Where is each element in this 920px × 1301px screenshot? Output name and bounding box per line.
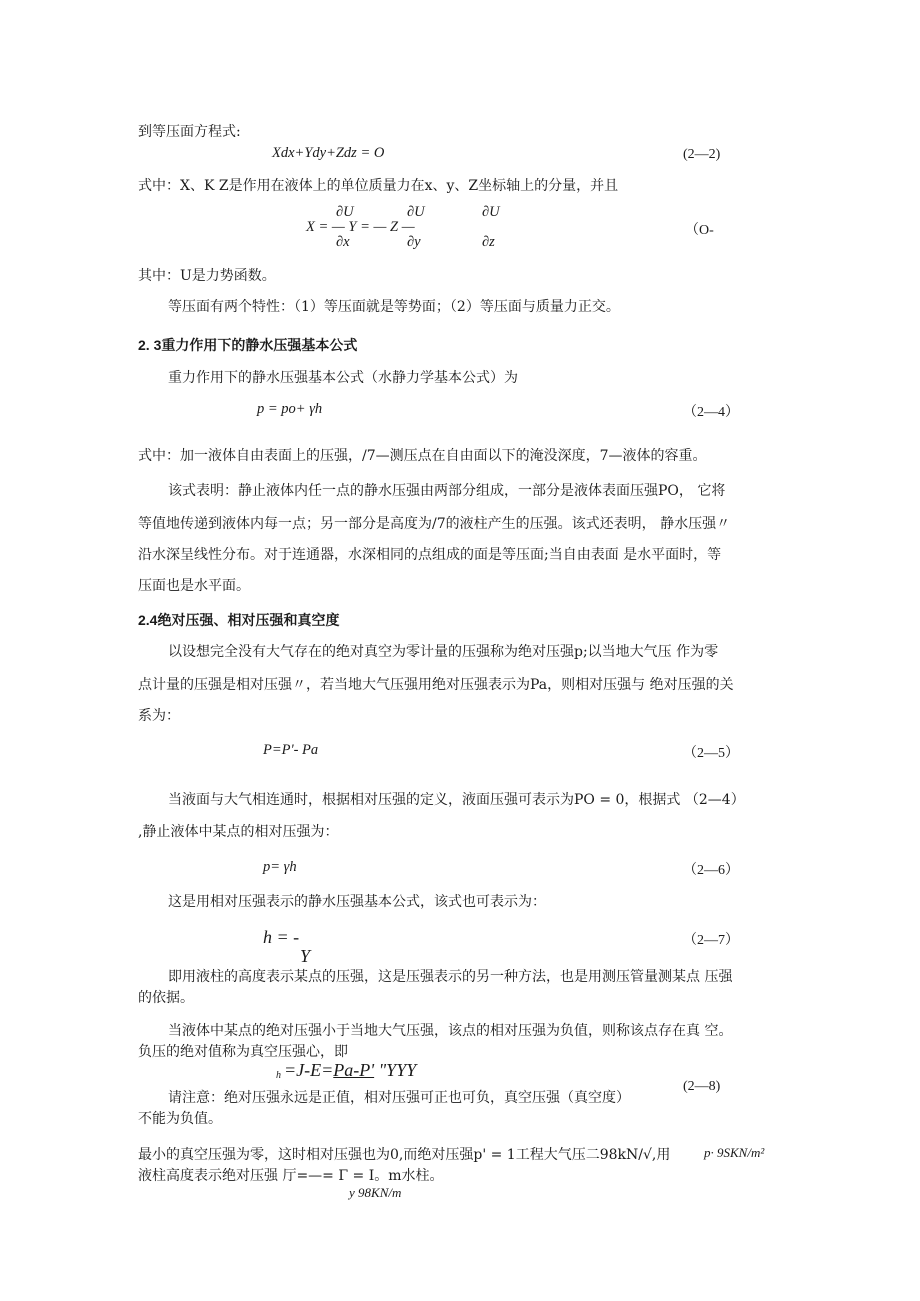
text-line: 该式表明：静止液体内任一点的静水压强由两部分组成，一部分是液体表面压强PO， 它将 [168,483,726,499]
text-line: 请注意：绝对压强永远是正值，相对压强可正也可负，真空压强（真空度） [168,1090,630,1106]
text-line: 不能为负值。 [138,1111,222,1127]
text-line: 式中：加一液体自由表面上的压强，/7—测压点在自由面以下的淹没深度，7—液体的容重。 [138,448,707,464]
equation-2-7-numerator: h = - [263,927,300,947]
equation-number: (2—8) [683,1079,721,1094]
partial-derivative-denominator: ∂x [336,234,350,250]
equation-number: （2—6） [683,863,739,878]
equation-2-2: Xdx+Ydy+Zdz = O [272,145,385,161]
equation-2-4: p = po+ γh [257,401,323,417]
equation-2-8: =J-E=Pa-P' "YYY [284,1060,417,1080]
text-line: 液柱高度表示绝对压强 厅=—= Γ = I。m水柱。 [138,1168,444,1184]
text-line: 点计量的压强是相对压强〃，若当地大气压强用绝对压强表示为Pa，则相对压强与 绝对压强的关 [138,677,734,693]
partial-derivative-denominator: ∂y [407,234,421,250]
text-line: 到等压面方程式: [138,124,241,140]
inline-formula: y 98KN/m [349,1185,402,1200]
text-line: 的依据。 [138,990,194,1006]
equation-2-3: X = — Y = — Z — [306,219,415,235]
text-line: 当液面与大气相连通时，根据相对压强的定义，液面压强可表示为PO = 0，根据式 （2—4） [168,792,745,808]
equation-number: （2—7） [683,933,739,948]
equation-2-6: p= γh [263,859,297,875]
text-line: 以设想完全没有大气存在的绝对真空为零计量的压强称为绝对压强p;以当地大气压 作为零 [168,644,719,660]
text-line: 当液体中某点的绝对压强小于当地大气压强，该点的相对压强为负值，则称该点存在真 空。 [168,1023,733,1039]
partial-derivative-numerator: ∂U [336,204,354,220]
section-heading: 2. 3重力作用下的静水压强基本公式 [138,337,358,353]
text-line: 沿水深呈线性分布。对于连通器，水深相同的点组成的面是等压面;当自由表面 是水平面时，等 [138,547,722,563]
inline-formula: p· 9SKN/m² [704,1145,765,1160]
text-line: 系为： [138,708,180,724]
partial-derivative-numerator: ∂U [407,204,425,220]
section-heading: 2.4绝对压强、相对压强和真空度 [138,612,340,628]
equation-2-5: P=P'- Pa [263,742,319,758]
equation-number: (2—2) [683,147,721,162]
text-line: 负压的绝对值称为真空压强心，即 [138,1044,348,1060]
text-line: 重力作用下的静水压强基本公式（水静力学基本公式）为 [168,370,518,386]
text-line: 其中：U是力势函数。 [138,268,276,284]
text-line: ,静止液体中某点的相对压强为： [138,824,339,840]
equation-number: （O- [685,223,714,238]
text-line: 即用液柱的高度表示某点的压强，这是压强表示的另一种方法，也是用测压管量测某点 压强 [168,969,733,985]
text-line: 式中：X、K Z是作用在液体上的单位质量力在x、y、Z坐标轴上的分量，并且 [138,178,619,194]
equation-2-7-denominator: Y [300,946,311,966]
partial-derivative-denominator: ∂z [482,234,495,250]
text-line: 最小的真空压强为零，这时相对压强也为0,而绝对压强p' = 1工程大气压二98kN/√,用 [138,1147,671,1163]
partial-derivative-numerator: ∂U [482,204,500,220]
equation-2-8-subscript: h [276,1070,281,1081]
text-line: 这是用相对压强表示的静水压强基本公式，该式也可表示为： [168,894,546,910]
text-line: 等压面有两个特性：（1）等压面就是等势面；（2）等压面与质量力正交。 [168,299,620,315]
text-line: 等值地传递到液体内每一点；另一部分是高度为/7的液柱产生的压强。该式还表明， 静水压强〃 [138,516,731,532]
equation-number: （2—4） [683,405,739,420]
equation-number: （2—5） [683,746,739,761]
text-line: 压面也是水平面。 [138,578,250,594]
